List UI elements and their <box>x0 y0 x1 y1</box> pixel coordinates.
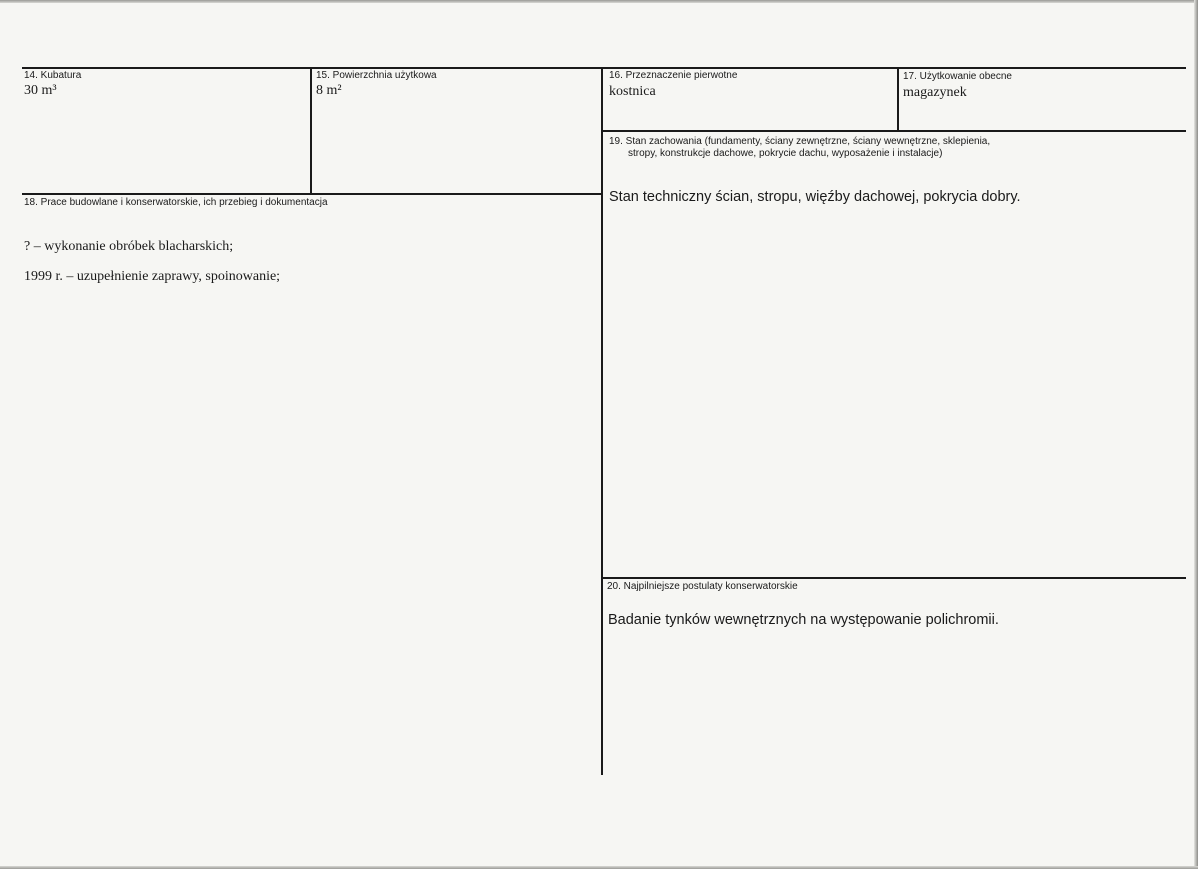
divider-14-15 <box>310 67 312 194</box>
divider-left-right <box>601 67 603 775</box>
field-14-label: 14. Kubatura <box>24 70 82 81</box>
field-20-label: 20. Najpilniejsze postulaty konserwatorskie <box>607 581 798 592</box>
field-16-label: 16. Przeznaczenie pierwotne <box>609 70 738 81</box>
field-19-label-line-1: 19. Stan zachowania (fundamenty, ściany zewnętrzne, ściany wewnętrzne, sklepienia, <box>609 136 991 147</box>
field-17-value: magazynek <box>903 85 967 100</box>
field-14-value: 30 m³ <box>24 83 57 98</box>
page-edge-top <box>0 0 1198 3</box>
field-19-label-line-2: stropy, konstrukcje dachowe, pokrycie dachu, wyposażenie i instalacje) <box>628 148 943 159</box>
rule-above-19 <box>603 130 1186 132</box>
rule-above-20 <box>603 577 1186 579</box>
rule-above-18 <box>22 193 602 195</box>
field-15-value: 8 m² <box>316 83 342 98</box>
field-16-value: kostnica <box>609 84 656 99</box>
divider-16-17 <box>897 67 899 131</box>
page-edge-right <box>1194 0 1198 869</box>
field-18-entry-1: ? – wykonanie obróbek blacharskich; <box>24 239 234 254</box>
field-20-value: Badanie tynków wewnętrznych na występowanie polichromii. <box>608 612 999 628</box>
field-17-label: 17. Użytkowanie obecne <box>903 71 1012 82</box>
field-18-label: 18. Prace budowlane i konserwatorskie, ich przebieg i dokumentacja <box>24 197 328 208</box>
top-rule <box>22 67 1186 69</box>
field-15-label: 15. Powierzchnia użytkowa <box>316 70 437 81</box>
field-18-entry-2: 1999 r. – uzupełnienie zaprawy, spoinowanie; <box>24 269 281 284</box>
field-19-value: Stan techniczny ścian, stropu, więźby dachowej, pokrycia dobry. <box>609 189 1021 205</box>
